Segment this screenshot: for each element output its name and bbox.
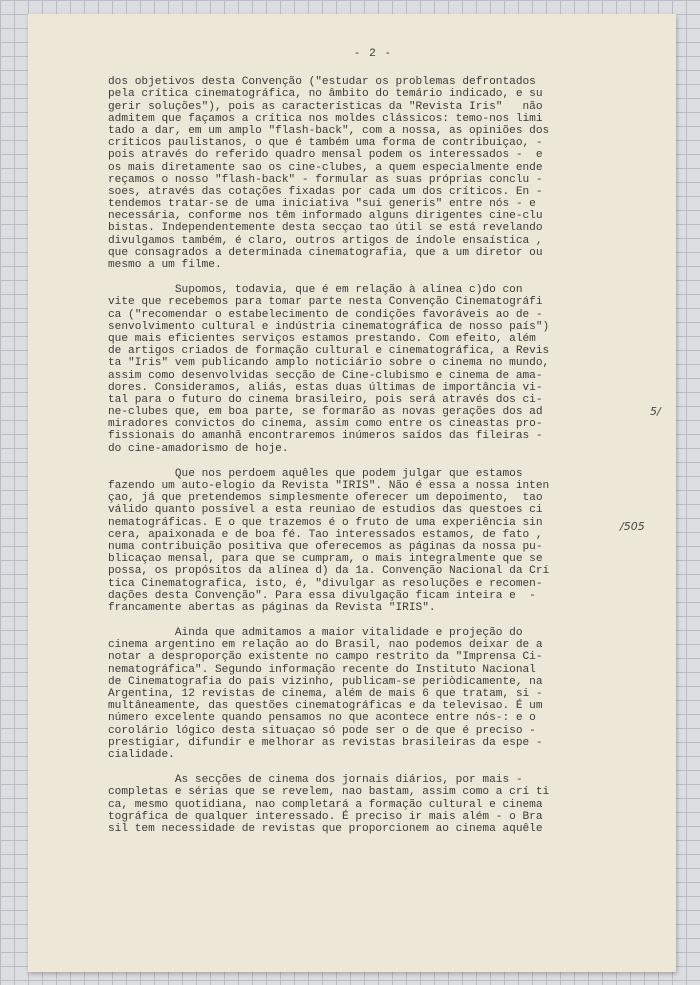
text-line: ne-clubes que, em boa parte, se formarão as novas gerações dos ad [108,406,543,419]
text-line: tendemos tratar-se de uma iniciativa "sui generis" entre nós - e [108,198,536,211]
text-line: notar a desproporção existente no campo restrito da "Imprensa Ci- [108,651,543,664]
text-line: de Cinematografia do país vizinho, publicam-se periòdicamente, na [108,675,543,688]
paragraph [108,774,676,835]
text-line: ca ("recomendar o estabelecimento de condições favoráveis ao de - [108,308,543,321]
text-line: multâneamente, das questões cinematográficas e da televisao. É um [108,700,543,713]
text-line: vite que recebemos para tomar parte nesta Convenção Cinematográfi [108,296,543,309]
text-line: corolário lógico desta situaçao só pode ser o de que é preciso - [108,724,536,737]
text-line: fazendo um auto-elogio da Revista "IRIS". Não é essa a nossa inten [108,480,550,493]
text-line: que mais eficientes serviços estamos prestando. Com efeito, além [108,332,536,345]
text-line: cialidade. [108,748,175,761]
text-line: mesmo a um filme. [108,259,222,272]
text-line: completas e sérias que se revelem, nao bastam, assim como a crí ti [108,786,550,799]
text-line: necessária, conforme nos têm informado alguns dirigentes cine-clu [108,210,543,223]
text-line: bistas. Independentemente desta secçao tao útil se está revelando [108,222,543,235]
paragraph [108,284,676,455]
text-line: nematográfica". Segundo informação recente do Instituto Nacional [108,663,536,676]
text-line: pela crítica cinematográfica, no âmbito do temário indicado, e su [108,88,543,101]
text-line: Supomos, todavia, que é em relação à alínea c)do con [108,284,523,297]
text-line: cera, apaixonada e de boa fé. Tao interessados estamos, de fato , [108,528,543,541]
text-line: çao, já que pretendemos simplesmente oferecer um depoimento, tao [108,492,543,505]
document-body [108,76,676,835]
page-number: - 2 - [353,48,393,60]
paragraph [108,627,676,761]
text-line: pois através do referido quadro mensal podem os interessados - e [108,149,543,162]
text-line: Que nos perdoem aquêles que podem julgar que estamos [108,467,523,480]
text-line: assim como desenvolvidas secção de Cine-clubismo e cinema de ama- [108,369,543,382]
text-line: blicaçao mensal, para que se cumpram, o mais integralmente que se [108,553,543,566]
text-line: As secções de cinema dos jornais diários, por mais - [108,774,523,787]
text-line: os mais diretamente sao os cine-clubes, a quem especialmente ende [108,161,543,174]
text-line: ta "Iris" vem publicando amplo noticiário sobre o cinema no mundo, [108,357,550,370]
text-line: cinema argentino em relação ao do Brasil, nao podemos deixar de a [108,639,543,652]
text-line: dores. Consideramos, aliás, estas duas últimas de importância vi- [108,381,543,394]
text-line: numa contribuição positiva que oferecemos as páginas da nossa pu- [108,540,543,553]
text-line: do cine-amadorismo de hoje. [108,442,289,455]
text-line: admitem que façamos a crítica nos moldes clássicos: temo-nos limi [108,112,543,125]
text-line: tográfica de qualquer interessado. É preciso ir mais além - o Bra [108,810,543,823]
text-line: dações desta Convenção". Para essa divulgação ficam inteira e - [108,589,536,602]
text-line: fissionais do amanhã encontraremos inúmeros saídos das fileiras - [108,430,543,443]
text-line: de artigos criados de formação cultural e cinematográfica, a Revis [108,345,550,358]
text-line: tal para o futuro do cinema brasileiro, pois será através dos ci- [108,393,543,406]
text-line: que consagrados a determinada cinematografia, que a um diretor ou [108,246,543,259]
text-line: tado a dar, em um amplo "flash-back", com a nossa, as opiniões dos [108,124,550,137]
margin-note-1: 5/ [650,405,661,418]
text-line: senvolvimento cultural e indústria cinematográfica de nosso país") [108,320,550,333]
text-line: divulgamos também, é claro, outros artigos de índole ensaística , [108,234,543,247]
text-line: soes, através das cotações fixadas por cada um dos críticos. En - [108,185,543,198]
text-line: dos objetivos desta Convenção ("estudar os problemas defrontados [108,76,536,89]
paragraph [108,76,676,271]
margin-note-2: /505 [620,520,645,533]
text-line: Ainda que admitamos a maior vitalidade e projeção do [108,627,523,640]
paragraph [108,468,676,614]
text-line: tica Cinematografica, isto, é, "divulgar as resoluções e recomen- [108,577,543,590]
text-line: Argentina, 12 revistas de cinema, além de mais 6 que tratam, si - [108,688,543,701]
text-line: reçamos o nosso "flash-back" - formular as suas próprias conclu - [108,173,543,186]
text-line: gerir soluções"), pois as características da "Revista Iris" não [108,100,543,113]
text-line: francamente abertas as páginas da Revista "IRIS". [108,601,436,614]
text-line: número excelente quando pensamos no que acontece entre nós-: e o [108,712,536,725]
typewritten-page [28,14,676,972]
text-line: críticos paulistanos, o que é também uma forma de contribuiçao, - [108,137,543,150]
text-line: possa, os propósitos da alínea d) da 1a. Convenção Nacional da Crí [108,565,550,578]
text-line: prestigiar, difundir e melhorar as revistas brasileiras da espe - [108,736,543,749]
text-line: miradores convictos do cinema, assim como entre os cineastas pro- [108,418,543,431]
text-line: nematográficas. E o que trazemos é o fruto de uma experiência sin [108,516,543,529]
text-line: válido quanto possível a esta reuniao de estudios das questoes ci [108,504,543,517]
text-line: ca, mesmo quotidiana, nao completará a formação cultural e cinema [108,798,543,811]
text-line: sil tem necessidade de revistas que proporcionem ao cinema aquêle [108,822,543,835]
